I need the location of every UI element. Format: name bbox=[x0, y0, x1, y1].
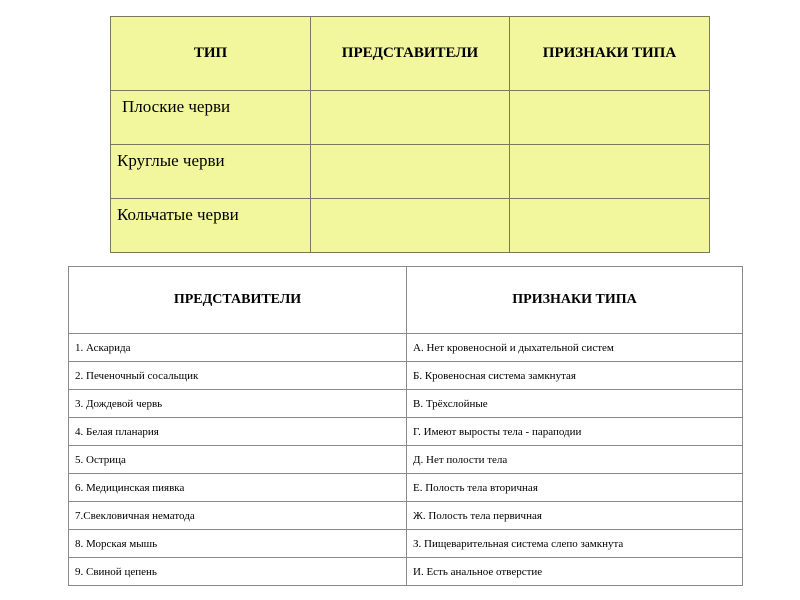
worm-type-table bbox=[110, 16, 710, 253]
representative-item: 6. Медицинская пиявка bbox=[69, 474, 407, 502]
features-cell[interactable] bbox=[510, 145, 710, 199]
feature-item: Г. Имеют выросты тела - параподии bbox=[407, 418, 743, 446]
feature-item: Е. Полость тела вторичная bbox=[407, 474, 743, 502]
feature-item: А. Нет кровеносной и дыхательной систем bbox=[407, 334, 743, 362]
features-cell[interactable] bbox=[510, 199, 710, 253]
representatives-cell[interactable] bbox=[311, 145, 510, 199]
type-label: Кольчатые черви bbox=[117, 205, 239, 224]
feature-item: З. Пищеварительная система слепо замкнута bbox=[407, 530, 743, 558]
table-row bbox=[69, 502, 743, 530]
table-row bbox=[69, 474, 743, 502]
representative-item: 3. Дождевой червь bbox=[69, 390, 407, 418]
header-features: ПРИЗНАКИ ТИПА bbox=[407, 267, 743, 334]
table-row bbox=[69, 558, 743, 586]
table-row bbox=[69, 446, 743, 474]
header-type: ТИП bbox=[111, 17, 311, 91]
representatives-cell[interactable] bbox=[311, 91, 510, 145]
representative-item: 4. Белая планария bbox=[69, 418, 407, 446]
representative-item: 2. Печеночный сосальщик bbox=[69, 362, 407, 390]
table-row bbox=[69, 418, 743, 446]
header-representatives: ПРЕДСТАВИТЕЛИ bbox=[69, 267, 407, 334]
type-label: Плоские черви bbox=[122, 97, 231, 116]
representative-item: 5. Острица bbox=[69, 446, 407, 474]
type-cell bbox=[111, 199, 311, 253]
matching-table bbox=[68, 266, 743, 586]
representative-item: 7.Свекловичная нематода bbox=[69, 502, 407, 530]
table-row bbox=[69, 334, 743, 362]
table-row bbox=[111, 199, 710, 253]
table-row bbox=[111, 91, 710, 145]
representative-item: 1. Аскарида bbox=[69, 334, 407, 362]
feature-item: Д. Нет полости тела bbox=[407, 446, 743, 474]
representative-item: 9. Свиной цепень bbox=[69, 558, 407, 586]
feature-item: Б. Кровеносная система замкнутая bbox=[407, 362, 743, 390]
type-cell bbox=[111, 91, 311, 145]
table-header-row bbox=[111, 17, 710, 91]
feature-item: И. Есть анальное отверстие bbox=[407, 558, 743, 586]
type-label: Круглые черви bbox=[117, 151, 225, 170]
header-features: ПРИЗНАКИ ТИПА bbox=[510, 17, 710, 91]
table-row bbox=[69, 530, 743, 558]
table-header-row bbox=[69, 267, 743, 334]
representative-item: 8. Морская мышь bbox=[69, 530, 407, 558]
feature-item: Ж. Полость тела первичная bbox=[407, 502, 743, 530]
type-cell bbox=[111, 145, 311, 199]
table-row bbox=[69, 362, 743, 390]
representatives-cell[interactable] bbox=[311, 199, 510, 253]
table-row bbox=[111, 145, 710, 199]
feature-item: В. Трёхслойные bbox=[407, 390, 743, 418]
header-representatives: ПРЕДСТАВИТЕЛИ bbox=[311, 17, 510, 91]
table-row bbox=[69, 390, 743, 418]
features-cell[interactable] bbox=[510, 91, 710, 145]
